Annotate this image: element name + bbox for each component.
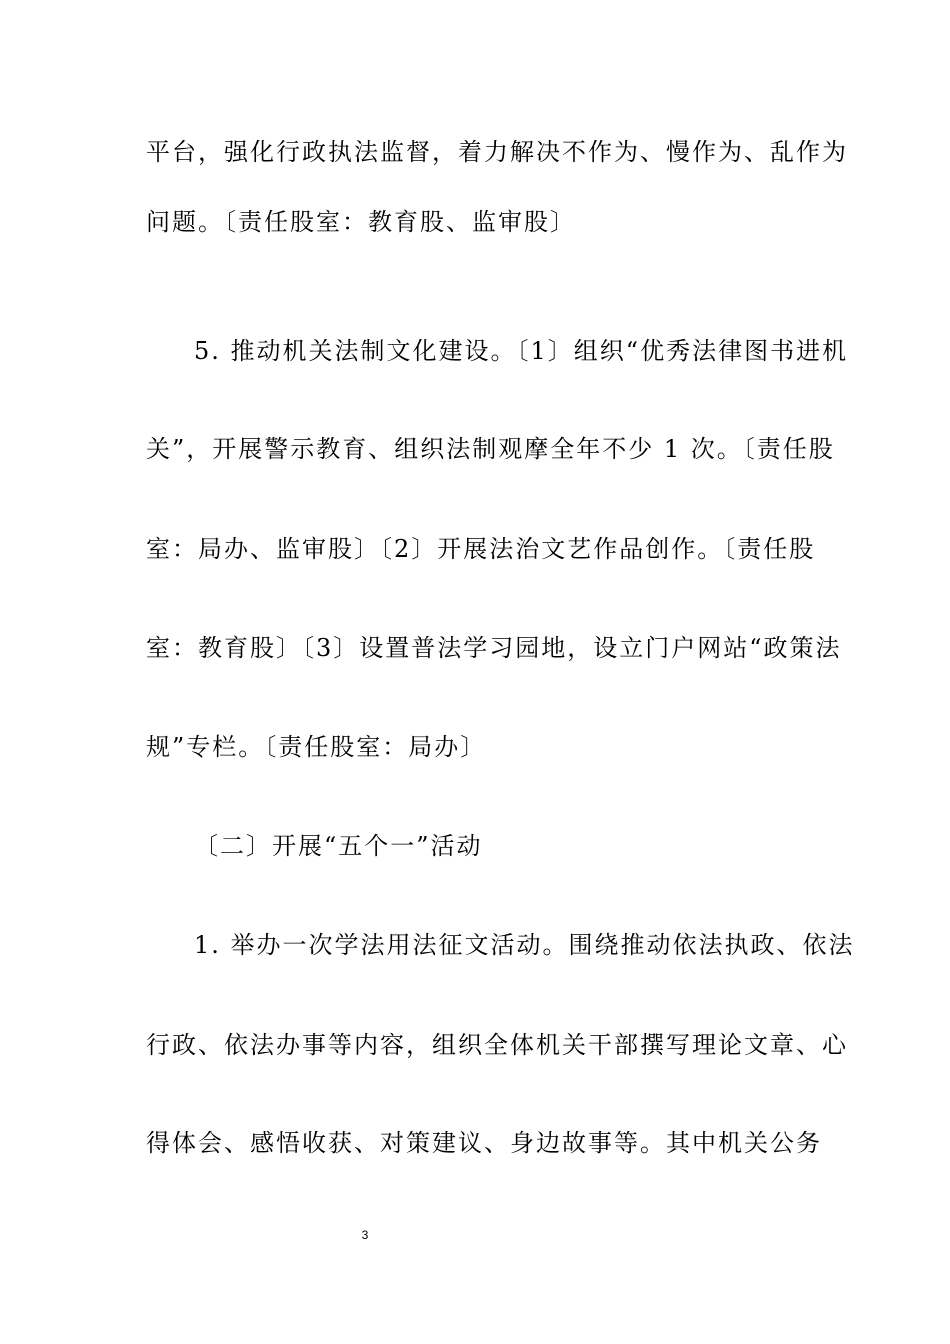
text-line: 问题。〔责任股室：教育股、监审股〕 — [146, 208, 576, 236]
text-line: 平台，强化行政执法监督，着力解决不作为、慢作为、乱作为 — [146, 138, 848, 166]
text-line: 得体会、感悟收获、对策建议、身边故事等。其中机关公务 — [146, 1129, 822, 1157]
text-line: 室：教育股〕〔3〕设置普法学习园地，设立门户网站“政策法 — [146, 634, 842, 662]
text-line: 1. 举办一次学法用法征文活动。围绕推动依法执政、依法 — [194, 931, 855, 959]
text-line: 规”专栏。〔责任股室：局办〕 — [146, 733, 487, 761]
page-number: 3 — [361, 1228, 369, 1242]
text-line: 行政、依法办事等内容，组织全体机关干部撰写理论文章、心 — [146, 1031, 848, 1059]
text-line: 5. 推动机关法制文化建设。〔1〕组织“优秀法律图书进机 — [194, 337, 849, 365]
text-line: 关”，开展警示教育、组织法制观摩全年不少 1 次。〔责任股 — [146, 435, 835, 463]
text-line: 室：局办、监审股〕〔2〕开展法治文艺作品创作。〔责任股 — [146, 535, 816, 563]
section-heading: 〔二〕开展“五个一”活动 — [194, 832, 483, 860]
